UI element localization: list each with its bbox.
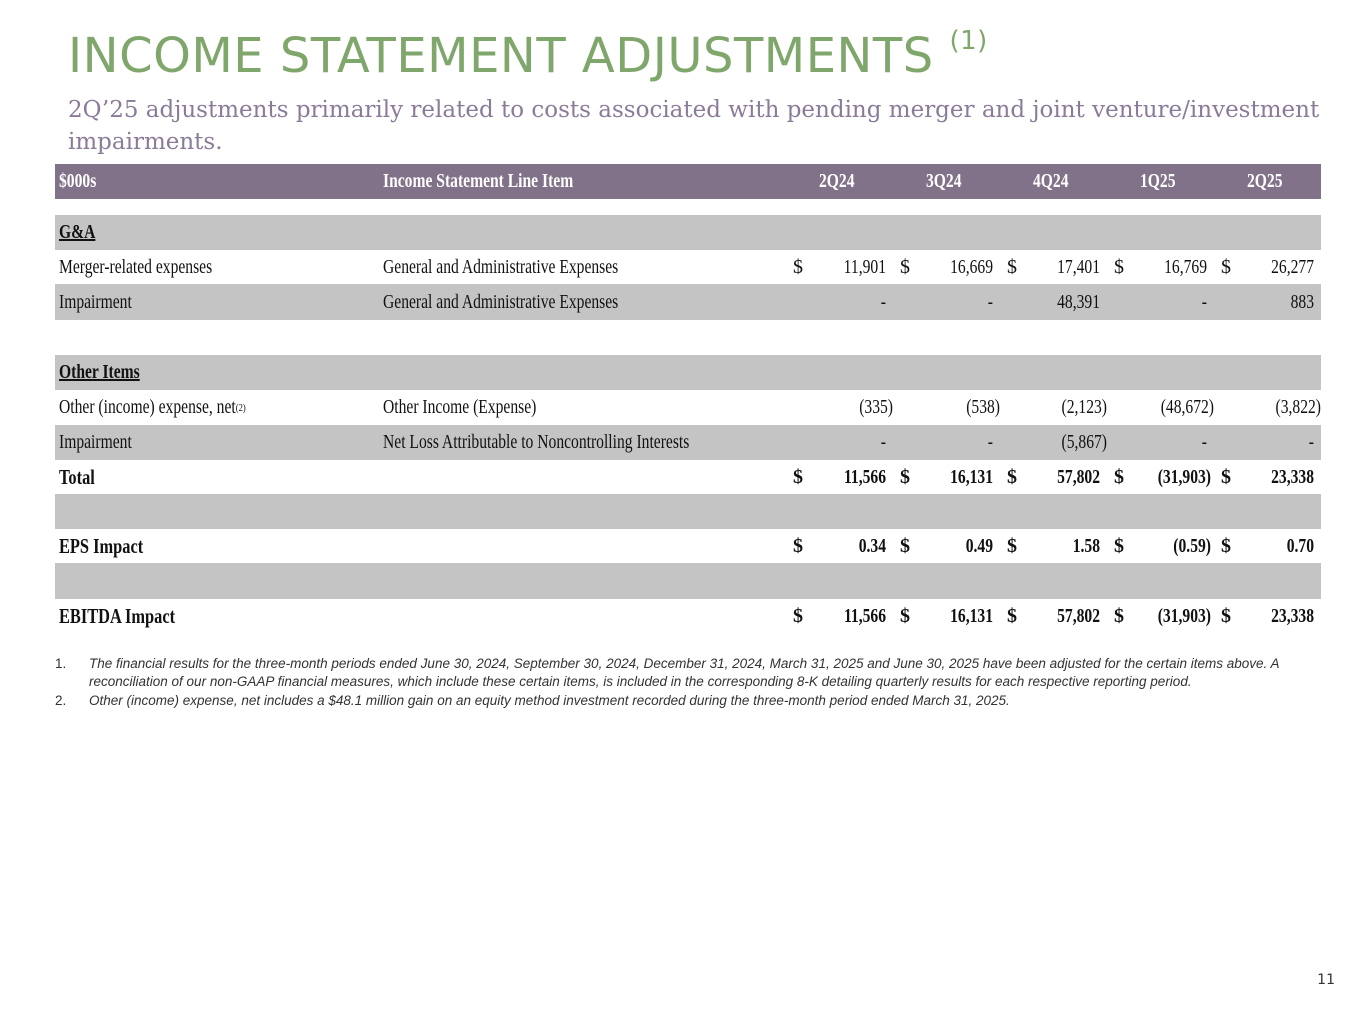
table-row-total: [55, 460, 1321, 494]
value-3q24: -: [987, 431, 993, 453]
value-4q24: 1.58: [1072, 534, 1100, 557]
currency-symbol: $: [900, 604, 910, 627]
header-line-item: Income Statement Line Item: [383, 170, 574, 192]
footnotes: [55, 655, 1317, 711]
currency-symbol: $: [1221, 255, 1231, 278]
row-label: [59, 390, 246, 425]
spacer-row: [55, 494, 1321, 529]
value-1q25: -: [1201, 290, 1207, 313]
currency-symbol: $: [900, 534, 910, 557]
table-row-eps-impact: [55, 529, 1321, 563]
table-row-impairment-ga: [55, 284, 1321, 320]
currency-symbol: $: [793, 465, 803, 488]
header-period-4q24: 4Q24: [1033, 170, 1069, 192]
row-label: Impairment: [59, 431, 132, 453]
footnote-number: 1.: [55, 656, 67, 671]
footnote-text: The financial results for the three-month periods ended June 30, 2024, September 30, 2024, December 31, 2024, March 31, 2025 and June 30, 2025 have been adjusted for the certain items above. A reconciliation of our non-GAAP financial measures, which include these certain items, is included in the corresponding 8-K detailing quarterly results for each respective reporting period.: [89, 656, 1280, 689]
page-number: 11: [1317, 972, 1335, 988]
row-line-item: General and Administrative Expenses: [383, 255, 619, 278]
value-3q24: 16,669: [950, 255, 993, 278]
value-4q24: 17,401: [1057, 255, 1100, 278]
value-3q24: 16,131: [950, 465, 993, 488]
value-2q25: 883: [1290, 290, 1314, 313]
currency-symbol: $: [1007, 255, 1017, 278]
header-period-3q24: 3Q24: [926, 170, 962, 192]
row-line-item: Net Loss Attributable to Noncontrolling Interests: [383, 431, 690, 453]
currency-symbol: $: [793, 604, 803, 627]
currency-symbol: $: [1114, 534, 1124, 557]
row-line-item: General and Administrative Expenses: [383, 290, 619, 313]
section-row-ga: [55, 215, 1321, 250]
row-label: Total: [59, 464, 95, 489]
currency-symbol: $: [1007, 465, 1017, 488]
value-4q24: (2,123): [1061, 396, 1107, 418]
table-row-ebitda-impact: [55, 599, 1321, 633]
title-footnote-ref: (1): [949, 26, 988, 56]
table-header-row: [55, 164, 1321, 199]
currency-symbol: $: [793, 534, 803, 557]
value-2q25: 26,277: [1271, 255, 1314, 278]
currency-symbol: $: [1007, 534, 1017, 557]
value-1q25: -: [1201, 431, 1207, 453]
value-2q25: 0.70: [1286, 534, 1314, 557]
value-2q24: -: [880, 431, 886, 453]
page-title-text: INCOME STATEMENT ADJUSTMENTS: [68, 28, 934, 84]
value-2q25: (3,822): [1275, 396, 1321, 418]
table-row-other-income: [55, 390, 1321, 425]
value-1q25: (31,903): [1157, 604, 1211, 627]
row-label: EBITDA Impact: [59, 603, 176, 628]
value-4q24: 57,802: [1057, 604, 1100, 627]
footnote-1: [55, 655, 1317, 691]
row-label: EPS Impact: [59, 533, 144, 558]
footnote-2: [55, 692, 1317, 710]
value-3q24: -: [987, 290, 993, 313]
currency-symbol: $: [1007, 604, 1017, 627]
header-unit: $000s: [59, 170, 97, 192]
currency-symbol: $: [1221, 465, 1231, 488]
value-2q24: -: [880, 290, 886, 313]
footnote-text: Other (income) expense, net includes a $48.1 million gain on an equity method investment recorded during the three-month period ended March 31, 2025.: [89, 693, 1010, 708]
table-row-merger: [55, 250, 1321, 284]
value-1q25: 16,769: [1164, 255, 1207, 278]
row-label: Merger-related expenses: [59, 255, 213, 278]
currency-symbol: $: [900, 255, 910, 278]
currency-symbol: $: [900, 465, 910, 488]
value-4q24: 57,802: [1057, 465, 1100, 488]
row-label-text: Other (income) expense, net: [59, 396, 236, 418]
row-label: Impairment: [59, 290, 132, 313]
value-1q25: (31,903): [1157, 465, 1211, 488]
currency-symbol: $: [793, 255, 803, 278]
spacer-row: [55, 563, 1321, 599]
value-2q24: 0.34: [858, 534, 886, 557]
footnote-ref-2: (2): [235, 401, 246, 414]
header-period-2q24: 2Q24: [819, 170, 855, 192]
value-4q24: (5,867): [1061, 431, 1107, 453]
page-title: [68, 28, 988, 84]
value-1q25: (48,672): [1160, 396, 1214, 418]
value-2q25: -: [1308, 431, 1314, 453]
currency-symbol: $: [1114, 604, 1124, 627]
row-line-item: Other Income (Expense): [383, 396, 537, 418]
currency-symbol: $: [1221, 534, 1231, 557]
currency-symbol: $: [1114, 255, 1124, 278]
table-row-impairment-nci: [55, 425, 1321, 460]
section-row-other-items: [55, 355, 1321, 390]
header-period-2q25: 2Q25: [1247, 170, 1283, 192]
page-subtitle: 2Q’25 adjustments primarily related to costs associated with pending merger and joint venture/investment impairments.: [68, 97, 1320, 155]
value-4q24: 48,391: [1057, 290, 1100, 313]
section-other-items-label: Other Items: [59, 361, 140, 383]
value-3q24: 0.49: [965, 534, 993, 557]
currency-symbol: $: [1221, 604, 1231, 627]
header-period-1q25: 1Q25: [1140, 170, 1176, 192]
value-3q24: 16,131: [950, 604, 993, 627]
value-1q25: (0.59): [1173, 534, 1211, 557]
value-3q24: (538): [966, 396, 1000, 418]
currency-symbol: $: [1114, 465, 1124, 488]
value-2q24: 11,566: [843, 604, 886, 627]
value-2q24: 11,566: [843, 465, 886, 488]
value-2q25: 23,338: [1271, 465, 1314, 488]
footnote-number: 2.: [55, 693, 67, 708]
value-2q25: 23,338: [1271, 604, 1314, 627]
section-ga-label: G&A: [59, 221, 96, 243]
value-2q24: 11,901: [843, 255, 886, 278]
value-2q24: (335): [859, 396, 893, 418]
